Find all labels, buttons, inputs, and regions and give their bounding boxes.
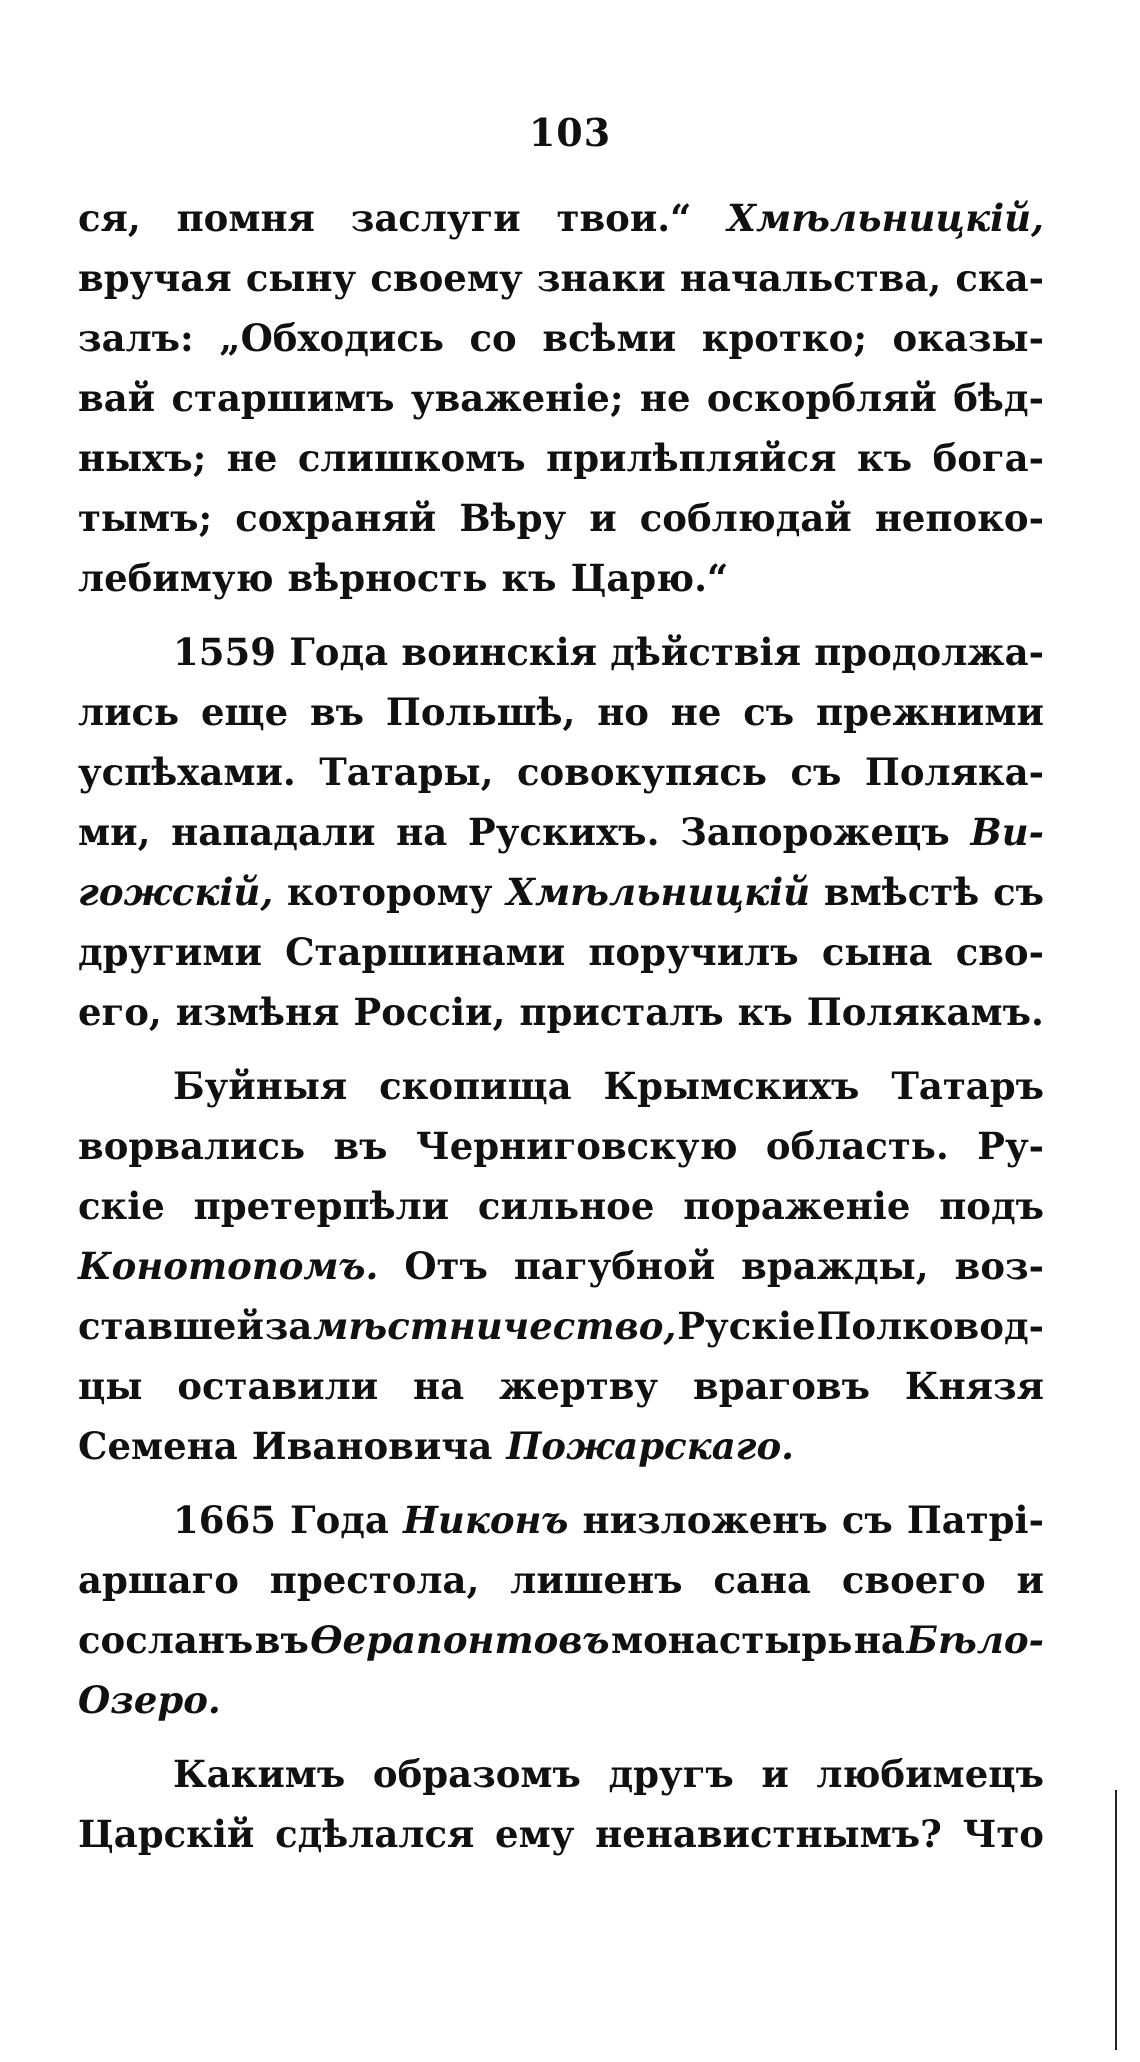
word: его, xyxy=(78,990,162,1034)
word: всѣми xyxy=(542,316,677,360)
word: продолжа- xyxy=(814,630,1044,674)
word: ему xyxy=(495,1812,575,1856)
word: враговъ xyxy=(693,1364,871,1408)
word: бѣд- xyxy=(953,376,1044,420)
text-line xyxy=(78,368,1044,428)
word: образомъ xyxy=(372,1752,581,1796)
word: Никонъ xyxy=(402,1498,569,1542)
word: Россіи, xyxy=(353,990,506,1034)
word: бога- xyxy=(932,436,1044,480)
word: Хмѣльницкій xyxy=(506,870,811,914)
text-line xyxy=(78,188,1044,248)
word: Старшинами xyxy=(285,930,566,974)
word: прилѣпляйся xyxy=(546,436,837,480)
text-line xyxy=(78,1236,1044,1296)
text-line xyxy=(78,1416,1044,1476)
word: вмѣстѣ xyxy=(823,870,980,914)
word: но xyxy=(597,690,649,734)
word: ся, xyxy=(78,196,141,240)
word: въ xyxy=(333,1124,388,1168)
word: залъ: xyxy=(78,316,194,360)
word: съ xyxy=(841,1498,893,1542)
word: скіе xyxy=(78,1184,165,1228)
word: Ѳерапонтовъ xyxy=(310,1618,610,1662)
text-line xyxy=(78,862,1044,922)
word: Черниговскую xyxy=(415,1124,738,1168)
word: начальства, xyxy=(679,256,942,300)
word: Рускіе xyxy=(677,1304,816,1348)
word: Конотопомъ. xyxy=(78,1244,379,1288)
word: Отъ xyxy=(404,1244,488,1288)
word: Татары, xyxy=(319,750,494,794)
word: Ру- xyxy=(977,1124,1044,1168)
word: вручая xyxy=(78,256,232,300)
word: сохраняй xyxy=(235,496,437,540)
word: Князя xyxy=(904,1364,1044,1408)
word: мѣстничество, xyxy=(313,1304,677,1348)
word: присталъ xyxy=(519,990,724,1034)
text-line xyxy=(78,428,1044,488)
word: вай xyxy=(78,376,156,420)
word: знаки xyxy=(536,256,666,300)
word: Поляка- xyxy=(864,750,1044,794)
word: непоко- xyxy=(874,496,1044,540)
word: ска- xyxy=(955,256,1044,300)
word: 1559 xyxy=(173,630,276,674)
text-line xyxy=(78,1550,1044,1610)
word: кротко; xyxy=(701,316,867,360)
word: сына xyxy=(821,930,933,974)
word: монастырь xyxy=(610,1618,853,1662)
word: не xyxy=(639,376,691,420)
word: дѣйствія xyxy=(610,630,801,674)
word: „Обходись xyxy=(219,316,444,360)
word: Царю.“ xyxy=(570,556,729,600)
word: поручилъ xyxy=(588,930,799,974)
word: и xyxy=(589,496,617,540)
word: соблюдай xyxy=(639,496,852,540)
word: лишенъ xyxy=(510,1558,683,1602)
word: за xyxy=(264,1304,313,1348)
word: скопища xyxy=(379,1064,572,1108)
word: ворвались xyxy=(78,1124,306,1168)
word: лебимую xyxy=(78,556,274,600)
word: еще xyxy=(201,690,289,734)
word: другими xyxy=(78,930,262,974)
word: низложенъ xyxy=(582,1498,828,1542)
word: оставили xyxy=(177,1364,379,1408)
word: воинскія xyxy=(401,630,597,674)
word: Полковод- xyxy=(816,1304,1044,1348)
word: сана xyxy=(713,1558,811,1602)
word: со xyxy=(469,316,517,360)
word: съ xyxy=(993,870,1044,914)
word: и xyxy=(1016,1558,1044,1602)
word: въ xyxy=(254,1618,309,1662)
text-line xyxy=(78,488,1044,548)
word: тымъ; xyxy=(78,496,213,540)
word: Какимъ xyxy=(173,1752,346,1796)
word: ныхъ; xyxy=(78,436,207,480)
text-line xyxy=(78,1490,1044,1550)
word: Года xyxy=(289,630,389,674)
word: съ xyxy=(743,690,795,734)
word: цы xyxy=(78,1364,143,1408)
text-line xyxy=(78,1056,1044,1116)
text-line xyxy=(78,1116,1044,1176)
word: своему xyxy=(370,256,523,300)
word: Озеро. xyxy=(78,1678,221,1722)
word: любимецъ xyxy=(816,1752,1044,1796)
text-line xyxy=(78,1804,1044,1864)
word: воз- xyxy=(954,1244,1044,1288)
text-line xyxy=(78,982,1044,1042)
text-line xyxy=(78,1670,1044,1730)
word: Царскій xyxy=(78,1812,255,1856)
text-line xyxy=(78,682,1044,742)
word: своего xyxy=(841,1558,986,1602)
word: престола, xyxy=(269,1558,480,1602)
word: жертву xyxy=(499,1364,659,1408)
word: и xyxy=(761,1752,789,1796)
word: Крымскихъ xyxy=(603,1064,860,1108)
word: старшимъ xyxy=(171,376,395,420)
word: Года xyxy=(290,1498,389,1542)
text-line xyxy=(78,1356,1044,1416)
word: измѣня xyxy=(175,990,340,1034)
word: не xyxy=(670,690,722,734)
word: сыну xyxy=(245,256,357,300)
word: нападали xyxy=(171,810,376,854)
text-line xyxy=(78,622,1044,682)
word: Полякамъ. xyxy=(806,990,1044,1034)
word: Пожарскаго. xyxy=(506,1424,795,1468)
word: слишкомъ xyxy=(297,436,526,480)
word: оказы- xyxy=(892,316,1044,360)
text-line xyxy=(78,308,1044,368)
word: которому xyxy=(287,870,493,914)
word: въ xyxy=(309,690,365,734)
word: не xyxy=(226,436,278,480)
text-line xyxy=(78,1610,1044,1670)
page-edge-line xyxy=(1115,1790,1117,2050)
word: ставшей xyxy=(78,1304,264,1348)
word: Запорожецъ xyxy=(680,810,950,854)
word: область. xyxy=(765,1124,949,1168)
word: гожскій, xyxy=(78,870,274,914)
body-text xyxy=(78,188,1044,1864)
word: ми, xyxy=(78,810,151,854)
text-line xyxy=(78,922,1044,982)
word: пагубной xyxy=(513,1244,716,1288)
word: Татаръ xyxy=(891,1064,1044,1108)
word: Патрі- xyxy=(906,1498,1044,1542)
word: Вѣру xyxy=(459,496,567,540)
word: претерпѣли xyxy=(193,1184,450,1228)
word: помня xyxy=(176,196,315,240)
word: ненавистнымъ? xyxy=(595,1812,942,1856)
word: Рускихъ. xyxy=(467,810,660,854)
word: прежними xyxy=(815,690,1044,734)
word: лись xyxy=(78,690,180,734)
word: другъ xyxy=(608,1752,734,1796)
word: оскорбляй xyxy=(706,376,937,420)
page-number: 103 xyxy=(528,110,612,155)
word: подъ xyxy=(939,1184,1044,1228)
text-line xyxy=(78,742,1044,802)
word: Буйныя xyxy=(173,1064,348,1108)
text-line xyxy=(78,802,1044,862)
text-line xyxy=(78,548,1044,608)
word: 1665 xyxy=(173,1498,276,1542)
word: на xyxy=(413,1364,465,1408)
word: вѣрность xyxy=(287,556,488,600)
text-line xyxy=(78,1744,1044,1804)
word: Хмѣльницкій, xyxy=(727,196,1044,240)
word: Что xyxy=(962,1812,1044,1856)
word: на xyxy=(853,1618,905,1662)
word: Ви- xyxy=(970,810,1044,854)
word: вражды, xyxy=(741,1244,929,1288)
word: къ xyxy=(737,990,793,1034)
word: твои.“ xyxy=(556,196,692,240)
word: совокупясь xyxy=(516,750,768,794)
word: къ xyxy=(856,436,913,480)
word: Бѣло- xyxy=(906,1618,1044,1662)
word: заслуги xyxy=(350,196,521,240)
word: на xyxy=(396,810,448,854)
word: съ xyxy=(790,750,842,794)
word: сильное xyxy=(477,1184,655,1228)
word: сдѣлался xyxy=(275,1812,475,1856)
word: пораженіе xyxy=(683,1184,911,1228)
word: сво- xyxy=(955,930,1044,974)
text-line xyxy=(78,1176,1044,1236)
word: аршаго xyxy=(78,1558,239,1602)
word: Семена xyxy=(78,1424,238,1468)
word: успѣхами. xyxy=(78,750,296,794)
text-line xyxy=(78,248,1044,308)
text-line xyxy=(78,1296,1044,1356)
word: къ xyxy=(501,556,557,600)
word: уваженіе; xyxy=(410,376,624,420)
word: сосланъ xyxy=(78,1618,254,1662)
word: Польшѣ, xyxy=(385,690,576,734)
word: Ивановича xyxy=(251,1424,493,1468)
